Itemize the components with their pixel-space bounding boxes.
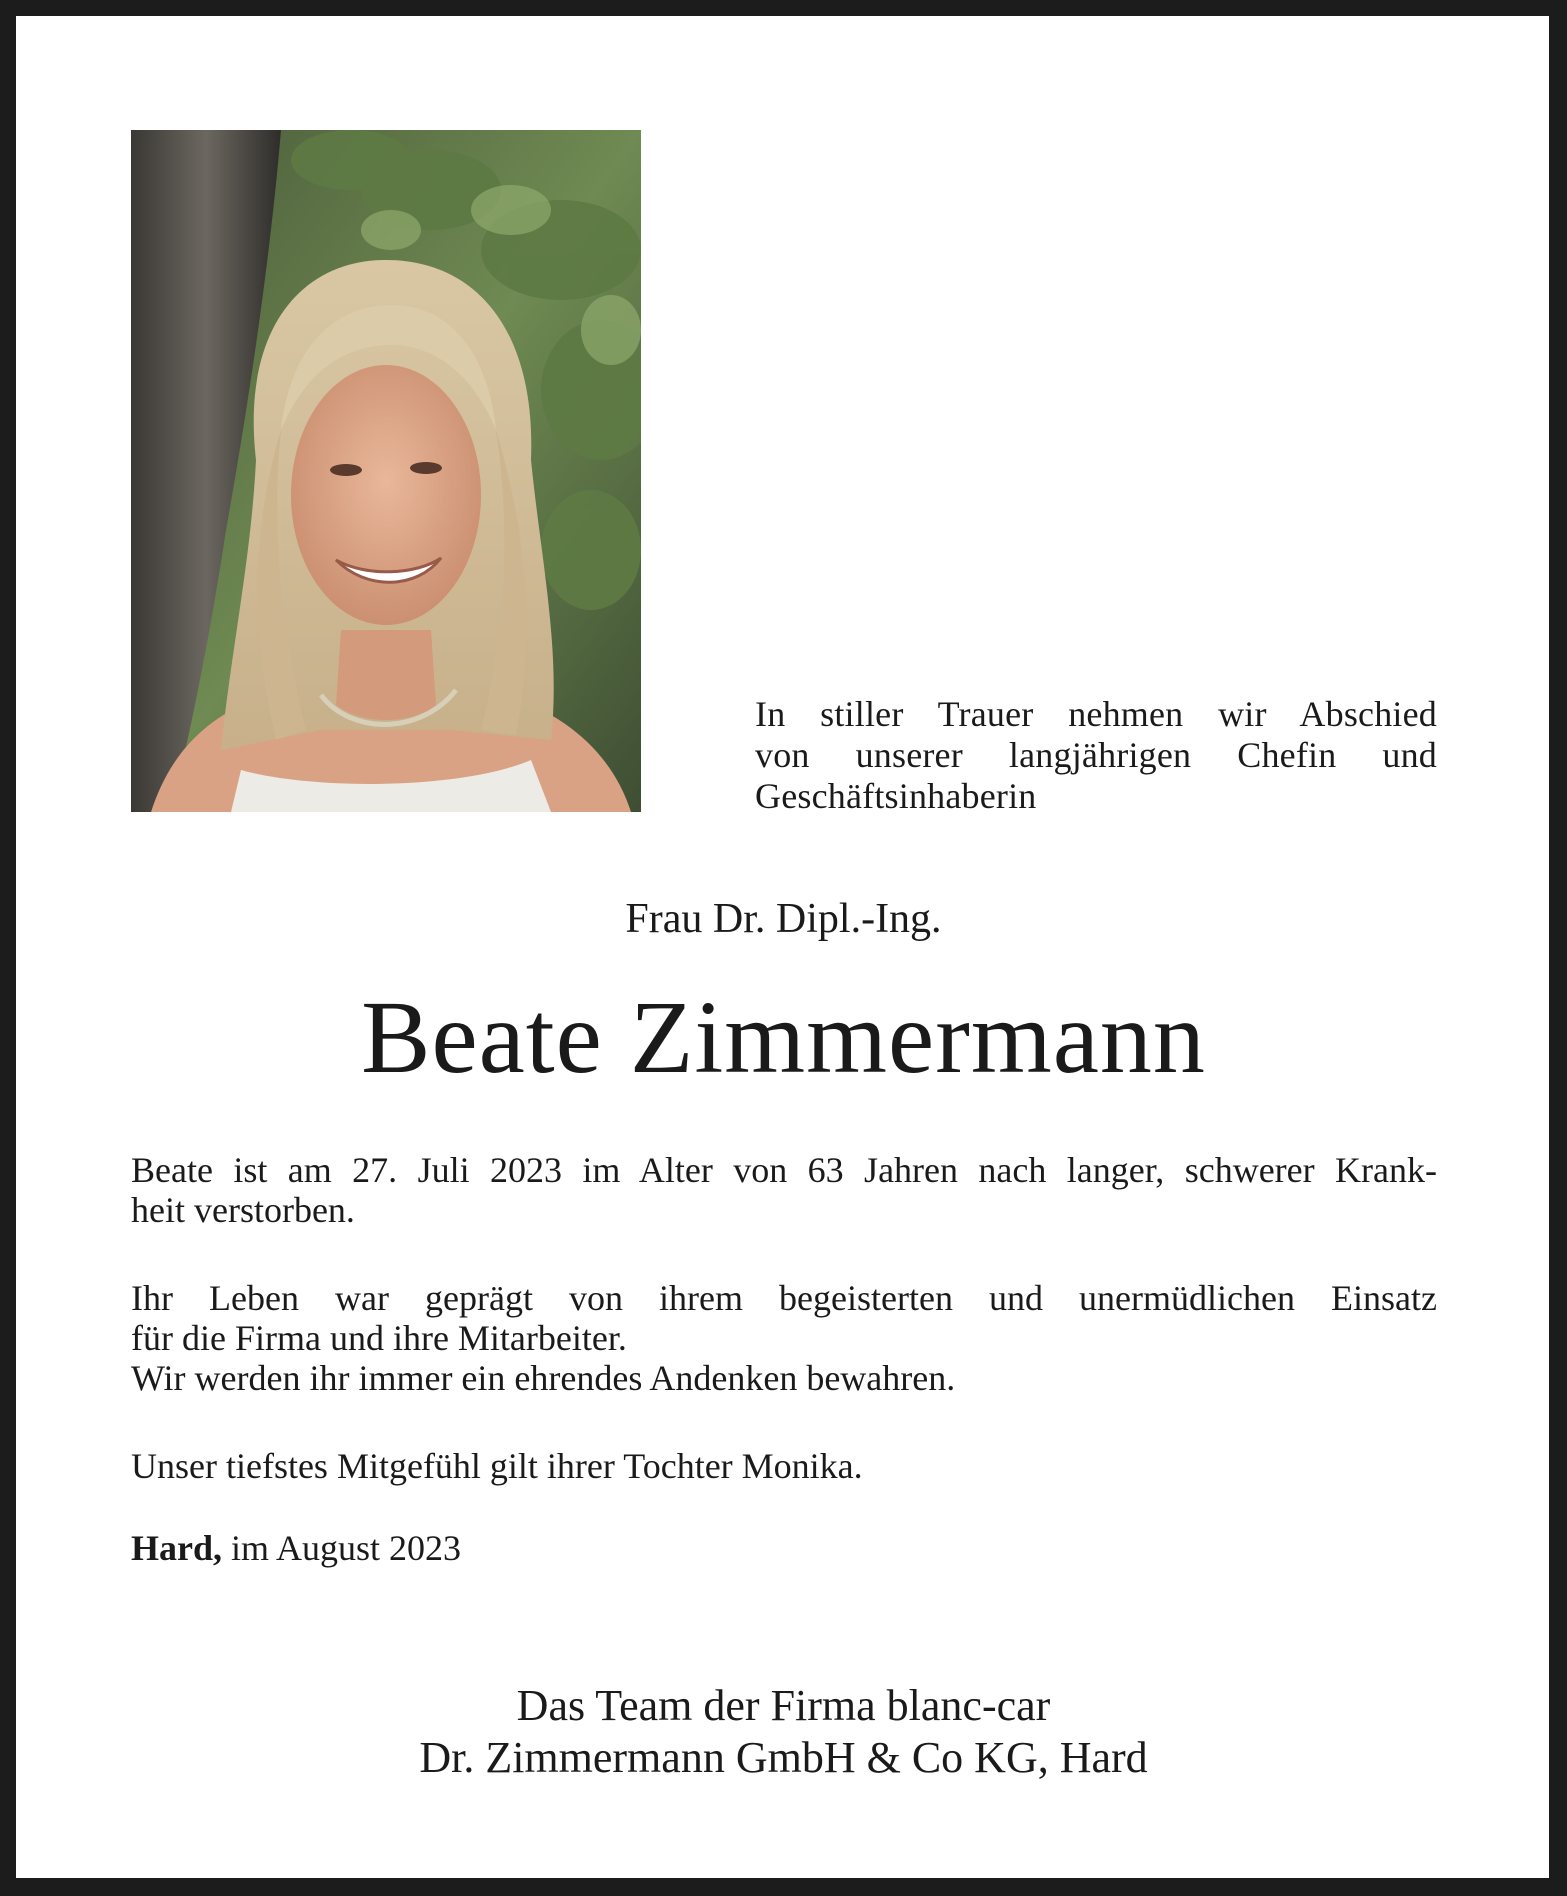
intro-line: Geschäftsinhaberin — [755, 776, 1037, 816]
paragraph-line: heit verstorben. — [131, 1190, 355, 1230]
signature — [0, 1680, 1567, 1784]
paragraph-line: Unser tiefstes Mitgefühl gilt ihrer Tochter Monika. — [131, 1446, 863, 1486]
paragraph-condolence — [131, 1446, 1437, 1486]
dateline-date: im August 2023 — [231, 1528, 462, 1568]
signature-line: Das Team der Firma blanc-car — [516, 1681, 1051, 1730]
paragraph-death-notice — [131, 1150, 1437, 1230]
paragraph-line: Wir werden ihr immer ein ehrendes Andenken bewahren. — [131, 1358, 956, 1398]
dateline — [131, 1528, 1437, 1568]
dateline-place: Hard, — [131, 1528, 223, 1568]
portrait-photo — [131, 130, 641, 812]
signature-line: Dr. Zimmermann GmbH & Co KG, Hard — [419, 1733, 1148, 1782]
intro-line: In stiller Trauer nehmen wir Abschied — [755, 694, 1437, 734]
paragraph-line: Beate ist am 27. Juli 2023 im Alter von 63 Jahren nach langer, schwerer Krank- — [131, 1150, 1437, 1190]
deceased-name: Beate Zimmermann — [361, 980, 1206, 1095]
paragraph-line: für die Firma und ihre Mitarbeiter. — [131, 1318, 627, 1358]
paragraph-tribute — [131, 1278, 1437, 1398]
intro-text — [755, 694, 1437, 817]
intro-line: von unserer langjährigen Chefin und — [755, 735, 1437, 775]
salutation: Frau Dr. Dipl.-Ing. — [625, 896, 942, 942]
paragraph-line: Ihr Leben war geprägt von ihrem begeisterten und unermüdlichen Einsatz — [131, 1278, 1437, 1318]
dateline-line — [131, 1528, 1437, 1568]
